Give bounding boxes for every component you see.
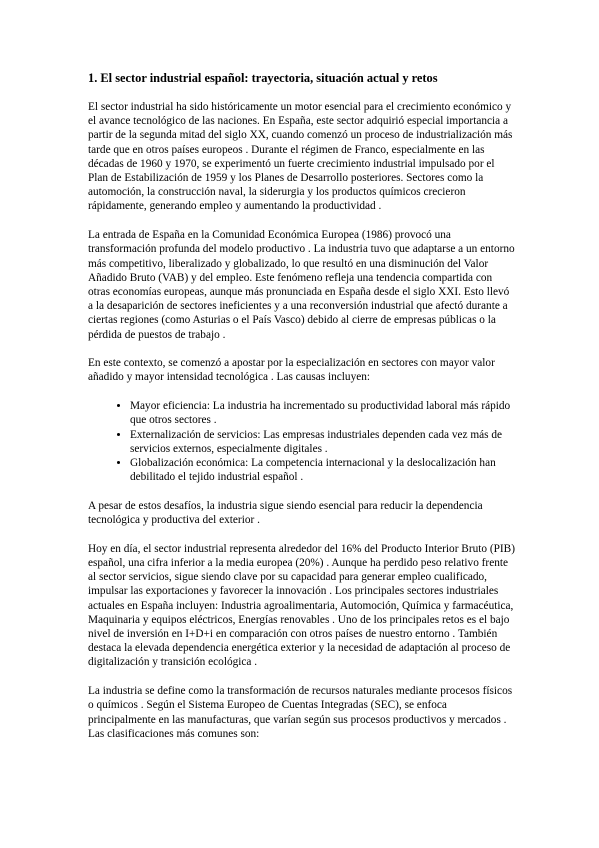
paragraph-current: Hoy en día, el sector industrial representa alrededor del 16% del Producto Interior Bruto (PIB) español, una cifra inferior a la media europea (20%) . Aunque ha perdido peso relativo frente al sector servicios, sigue siendo clave por su capacidad para generar empleo cualificado, impulsar las exportaciones y favorecer la innovación . Los principales sectores industriales actuales en España incluyen: Industria agroalimentaria, Automoción, Química y farmacéutica, Maquinaria y equipos eléctricos, Energías renovables . Uno de los principales retos es el bajo nivel de inversión en I+D+i en comparación con otros países de nuestro entorno . También destaca la elevada dependencia energética exterior y la necesidad de adaptación al proceso de digitalización y transición ecológica .	[88, 542, 515, 669]
causes-list	[88, 399, 515, 484]
paragraph-context: En este contexto, se comenzó a apostar por la especialización en sectores con mayor valor añadido y mayor intensidad tecnológica . Las causas incluyen:	[88, 357, 495, 384]
section-heading: 1. El sector industrial español: trayectoria, situación actual y retos	[88, 71, 438, 85]
paragraph-history: El sector industrial ha sido históricamente un motor esencial para el crecimiento económico y el avance tecnológico de las naciones. En España, este sector adquirió especial importancia a partir de la segunda mitad del siglo XX, cuando comenzó un proceso de industrialización más tarde que en otros países europeos . Durante el régimen de Franco, especialmente en las décadas de 1960 y 1970, se experimentó un fuerte crecimiento industrial impulsado por el Plan de Estabilización de 1959 y los Planes de Desarrollo posteriores. Sectores como la automoción, la construcción naval, la siderurgia y los productos químicos crecieron rápidamente, generando empleo y aumentando la productividad .	[88, 101, 513, 213]
paragraph-cee: La entrada de España en la Comunidad Económica Europea (1986) provocó una transformación profunda del modelo productivo . La industria tuvo que adaptarse a un entorno más competitivo, liberalizado y globalizado, lo que resultó en una disminución del Valor Añadido Bruto (VAB) y del empleo. Este fenómeno refleja una tendencia compartida con otras economías europeas, aunque más pronunciada en España desde el siglo XXI. Esto llevó a la desaparición de sectores ineficientes y a una reconversión industrial que afectó durante a ciertas regiones (como Asturias o el País Vasco) debido al cierre de empresas públicas o la pérdida de puestos de trabajo .	[88, 229, 515, 341]
paragraph-challenges: A pesar de estos desafíos, la industria sigue siendo esencial para reducir la dependencia tecnológica y productiva del exterior .	[88, 499, 483, 527]
list-item: • Mayor eficiencia: La industria ha incrementado su productividad laboral más rápido que otros sectores .	[130, 399, 515, 427]
paragraph-definition: La industria se define como la transformación de recursos naturales mediante procesos físicos o químicos . Según el Sistema Europeo de Cuentas Integradas (SEC), se enfoca principalmente en las manufacturas, que varían según sus procesos productivos y mercados . Las clasificaciones más comunes son:	[88, 685, 513, 740]
list-item: • Globalización económica: La competencia internacional y la deslocalización han debilitado el tejido industrial español .	[130, 456, 515, 484]
list-item: • Externalización de servicios: Las empresas industriales dependen cada vez más de servicios externos, especialmente digitales .	[130, 428, 515, 456]
